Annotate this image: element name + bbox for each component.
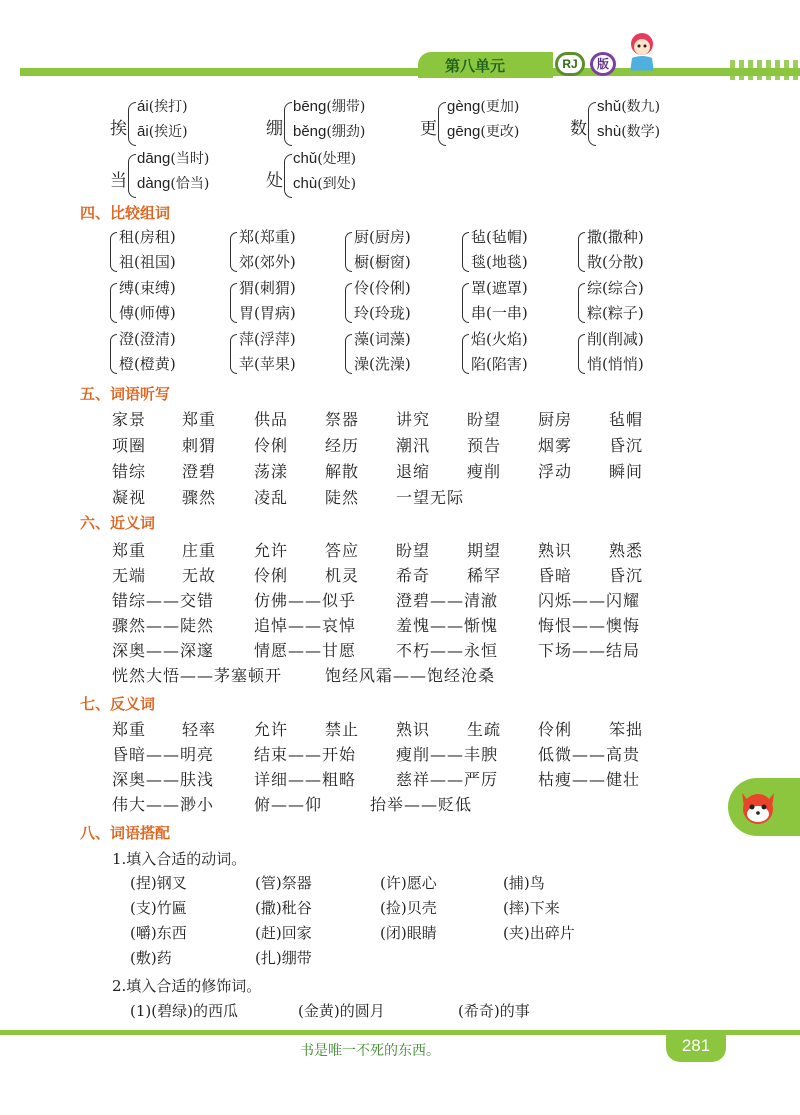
- compare-word: 萍(浮萍): [239, 330, 296, 348]
- brace: [110, 232, 117, 272]
- synonym-word: 希奇: [396, 566, 431, 585]
- verb-answer: (捕)鸟: [503, 874, 545, 892]
- synonym-pair: 悔恨——懊悔: [538, 616, 641, 635]
- compare-word: 毯(地毯): [471, 253, 528, 271]
- dictation-word: 瘦削: [467, 462, 502, 481]
- pinyin-word: (绷劲): [326, 124, 366, 140]
- verb-answer: (管)祭器: [255, 874, 312, 892]
- antonym-word: 生疏: [467, 720, 502, 739]
- dictation-word: 昏沉: [609, 436, 644, 455]
- synonym-word: 期望: [467, 541, 502, 560]
- antonym-pair: 抬举——贬低: [370, 795, 473, 814]
- antonym-pair: 昏暗——明亮: [112, 745, 215, 764]
- dictation-word: 荡漾: [254, 462, 289, 481]
- compare-word: 郊(郊外): [239, 253, 296, 271]
- dictation-word: 解散: [325, 462, 360, 481]
- verb-answer: (扎)绷带: [255, 949, 312, 967]
- rj-badge: RJ: [555, 52, 585, 76]
- compare-word: 撒(撒种): [587, 228, 644, 246]
- dictation-word: 毡帽: [609, 410, 644, 429]
- dictation-word: 澄碧: [182, 462, 217, 481]
- pinyin-word: (到处): [317, 176, 357, 192]
- pinyin-reading: chù: [293, 175, 318, 192]
- word-row: [112, 717, 672, 743]
- synonym-pair: 情愿——甘愿: [254, 641, 357, 660]
- section-title-antonyms: 七、反义词: [80, 695, 156, 713]
- compare-word: 傅(师傅): [119, 304, 176, 322]
- synonym-word: 盼望: [396, 541, 431, 560]
- dictation-word: 伶俐: [254, 436, 289, 455]
- word-row: [112, 663, 672, 689]
- synonym-word: 伶俐: [254, 566, 289, 585]
- word-row: [112, 563, 672, 589]
- pinyin-word: (挨近): [148, 124, 188, 140]
- question-2: 2.填入合适的修饰词。: [112, 977, 262, 995]
- dictation-word: 经历: [325, 436, 360, 455]
- dictation-word: 项圈: [112, 436, 147, 455]
- section-title-compare: 四、比较组词: [80, 204, 171, 222]
- dictation-word: 祭器: [325, 410, 360, 429]
- brace: [110, 283, 117, 323]
- synonym-pair: 闪烁——闪耀: [538, 591, 641, 610]
- compare-word: 陷(陷害): [471, 355, 528, 373]
- pinyin-reading: shǔ: [597, 98, 622, 115]
- brace: [462, 283, 469, 323]
- compare-word: 澄(澄清): [119, 330, 176, 348]
- antonym-word: 禁止: [325, 720, 360, 739]
- verb-answer: (嚼)东西: [130, 924, 187, 942]
- verb-answer: (捡)贝壳: [380, 899, 437, 917]
- word-row: [112, 459, 672, 485]
- edition-badge: 版: [590, 52, 616, 76]
- brace: [588, 102, 596, 146]
- antonym-word: 轻率: [182, 720, 217, 739]
- antonym-pair: 低微——高贵: [538, 745, 641, 764]
- brace: [230, 283, 237, 323]
- compare-word: 罩(遮罩): [471, 279, 528, 297]
- pinyin-char: 挨: [110, 119, 127, 139]
- word-row: [112, 638, 672, 664]
- compare-word: 胃(胃病): [239, 304, 296, 322]
- pinyin-word: (绷带): [326, 99, 366, 115]
- verb-answer: (支)竹匾: [130, 899, 187, 917]
- section-title-dictation: 五、词语听写: [80, 385, 171, 403]
- brace: [345, 334, 352, 374]
- synonym-pair: 饱经风霜——饱经沧桑: [325, 666, 496, 685]
- antonym-pair: 枯瘦——健壮: [538, 770, 641, 789]
- synonym-pair: 羞愧——惭愧: [396, 616, 499, 635]
- synonym-word: 郑重: [112, 541, 147, 560]
- section-title-synonyms: 六、近义词: [80, 514, 156, 532]
- compare-word: 祖(祖国): [119, 253, 176, 271]
- compare-word: 串(一串): [471, 304, 528, 322]
- synonym-word: 机灵: [325, 566, 360, 585]
- word-row: [112, 742, 672, 768]
- compare-word: 悄(悄悄): [587, 355, 644, 373]
- pinyin-char: 更: [420, 119, 437, 139]
- antonym-pair: 伟大——渺小: [112, 795, 215, 814]
- antonym-word: 伶俐: [538, 720, 573, 739]
- dictation-word: 烟雾: [538, 436, 573, 455]
- dictation-word: 浮动: [538, 462, 573, 481]
- pinyin-reading: gèng: [447, 98, 481, 115]
- antonym-word: 允许: [254, 720, 289, 739]
- synonym-word: 稀罕: [467, 566, 502, 585]
- synonym-pair: 骤然——陡然: [112, 616, 215, 635]
- modifier-3: (希奇)的事: [458, 1002, 530, 1020]
- synonym-pair: 澄碧——清澈: [396, 591, 499, 610]
- question-1: 1.填入合适的动词。: [112, 850, 247, 868]
- brace: [462, 334, 469, 374]
- antonym-word: 郑重: [112, 720, 147, 739]
- antonym-pair: 瘦削——丰腴: [396, 745, 499, 764]
- dictation-word: 退缩: [396, 462, 431, 481]
- compare-word: 厨(厨房): [354, 228, 411, 246]
- page-number: 281: [666, 1032, 726, 1062]
- compare-word: 综(综合): [587, 279, 644, 297]
- pinyin-word: (当时): [170, 151, 210, 167]
- antonym-word: 笨拙: [609, 720, 644, 739]
- word-row: [112, 792, 672, 818]
- brace: [128, 102, 136, 146]
- dictation-word: 郑重: [182, 410, 217, 429]
- compare-word: 澡(洗澡): [354, 355, 411, 373]
- word-row: [112, 588, 672, 614]
- verb-answer: (许)愿心: [380, 874, 437, 892]
- antonym-pair: 俯——仰: [254, 795, 323, 814]
- cartoon-girl-icon: [618, 28, 668, 78]
- word-row: [112, 407, 672, 433]
- verb-answer: (摔)下来: [503, 899, 560, 917]
- modifier-2: (金黄)的圆月: [298, 1002, 385, 1020]
- pinyin-reading: shù: [597, 123, 622, 140]
- synonym-word: 昏暗: [538, 566, 573, 585]
- synonym-pair: 仿佛——似乎: [254, 591, 357, 610]
- dictation-word: 盼望: [467, 410, 502, 429]
- word-row: [112, 485, 672, 511]
- brace: [438, 102, 446, 146]
- pinyin-char: 数: [570, 119, 587, 139]
- synonym-pair: 不朽——永恒: [396, 641, 499, 660]
- brace: [462, 232, 469, 272]
- pinyin-reading: dàng: [137, 175, 171, 192]
- pinyin-reading: dāng: [137, 150, 171, 167]
- dictation-word: 错综: [112, 462, 147, 481]
- brace: [345, 283, 352, 323]
- pinyin-char: 当: [110, 171, 127, 191]
- synonym-pair: 追悼——哀悼: [254, 616, 357, 635]
- dictation-word: 刺猬: [182, 436, 217, 455]
- antonym-pair: 深奥——肤浅: [112, 770, 215, 789]
- antonym-pair: 慈祥——严厉: [396, 770, 499, 789]
- antonym-pair: 结束——开始: [254, 745, 357, 764]
- compare-word: 租(房租): [119, 228, 176, 246]
- pinyin-word: (挨打): [148, 99, 188, 115]
- dictation-word: 讲究: [396, 410, 431, 429]
- brace: [110, 334, 117, 374]
- synonym-pair: 深奥——深邃: [112, 641, 215, 660]
- pinyin-char: 绷: [266, 119, 283, 139]
- pinyin-word: (更加): [480, 99, 520, 115]
- synonym-word: 昏沉: [609, 566, 644, 585]
- verb-answer: (撒)秕谷: [255, 899, 312, 917]
- synonym-word: 熟识: [538, 541, 573, 560]
- synonym-word: 熟悉: [609, 541, 644, 560]
- dictation-word: 骤然: [182, 488, 217, 507]
- synonym-word: 允许: [254, 541, 289, 560]
- dictation-word: 预告: [467, 436, 502, 455]
- synonym-word: 答应: [325, 541, 360, 560]
- pinyin-word: (处理): [317, 151, 357, 167]
- compare-word: 焰(火焰): [471, 330, 528, 348]
- header-dots: [730, 60, 800, 80]
- brace: [578, 232, 585, 272]
- pinyin-reading: bēng: [293, 98, 327, 115]
- brace: [128, 154, 136, 198]
- synonym-pair: 错综——交错: [112, 591, 215, 610]
- word-row: [112, 613, 672, 639]
- brace: [230, 232, 237, 272]
- dictation-word: 陡然: [325, 488, 360, 507]
- pinyin-word: (数学): [621, 124, 661, 140]
- dictation-word: 厨房: [538, 410, 573, 429]
- pinyin-word: (恰当): [170, 176, 210, 192]
- pinyin-reading: chǔ: [293, 150, 318, 167]
- compare-word: 缚(束缚): [119, 279, 176, 297]
- antonym-word: 熟识: [396, 720, 431, 739]
- compare-word: 粽(粽子): [587, 304, 644, 322]
- word-row: [112, 767, 672, 793]
- synonym-word: 无故: [182, 566, 217, 585]
- brace: [230, 334, 237, 374]
- synonym-word: 无端: [112, 566, 147, 585]
- word-row: [112, 433, 672, 459]
- pinyin-word: (数九): [621, 99, 661, 115]
- dictation-word: 家景: [112, 410, 147, 429]
- compare-word: 毡(毡帽): [471, 228, 528, 246]
- dictation-word: 瞬间: [609, 462, 644, 481]
- brace: [578, 283, 585, 323]
- word-row: [112, 538, 672, 564]
- pinyin-reading: ái: [137, 98, 149, 115]
- compare-word: 散(分散): [587, 253, 644, 271]
- pinyin-word: (更改): [480, 124, 520, 140]
- compare-word: 削(削减): [587, 330, 644, 348]
- antonym-pair: 详细——粗略: [254, 770, 357, 789]
- verb-answer: (闭)眼睛: [380, 924, 437, 942]
- modifier-1: (1)(碧绿)的西瓜: [130, 1002, 238, 1020]
- compare-word: 橙(橙黄): [119, 355, 176, 373]
- footer-motto: 书是唯一不死的东西。: [300, 1043, 440, 1059]
- brace: [284, 154, 292, 198]
- brace: [578, 334, 585, 374]
- brace: [345, 232, 352, 272]
- fox-mascot-icon: [736, 785, 780, 829]
- header-bar: [20, 68, 800, 76]
- compare-word: 藻(词藻): [354, 330, 411, 348]
- compare-word: 苹(苹果): [239, 355, 296, 373]
- unit-title: 第八单元: [445, 58, 506, 75]
- synonym-pair: 下场——结局: [538, 641, 641, 660]
- brace: [284, 102, 292, 146]
- pinyin-char: 处: [266, 171, 283, 191]
- dictation-word: 凌乱: [254, 488, 289, 507]
- pinyin-reading: gēng: [447, 123, 481, 140]
- compare-word: 郑(郑重): [239, 228, 296, 246]
- compare-word: 猬(刺猬): [239, 279, 296, 297]
- dictation-word: 凝视: [112, 488, 147, 507]
- dictation-word: 供品: [254, 410, 289, 429]
- verb-answer: (敷)药: [130, 949, 172, 967]
- synonym-pair: 恍然大悟——茅塞顿开: [112, 666, 283, 685]
- compare-word: 橱(橱窗): [354, 253, 411, 271]
- verb-answer: (夹)出碎片: [503, 924, 575, 942]
- compare-word: 玲(玲珑): [354, 304, 411, 322]
- dictation-word: 一望无际: [396, 488, 465, 507]
- pinyin-reading: āi: [137, 123, 149, 140]
- pinyin-reading: běng: [293, 123, 327, 140]
- compare-word: 伶(伶俐): [354, 279, 411, 297]
- synonym-word: 庄重: [182, 541, 217, 560]
- dictation-word: 潮汛: [396, 436, 431, 455]
- verb-answer: (捏)钢叉: [130, 874, 187, 892]
- verb-answer: (赶)回家: [255, 924, 312, 942]
- section-title-collocation: 八、词语搭配: [80, 824, 171, 842]
